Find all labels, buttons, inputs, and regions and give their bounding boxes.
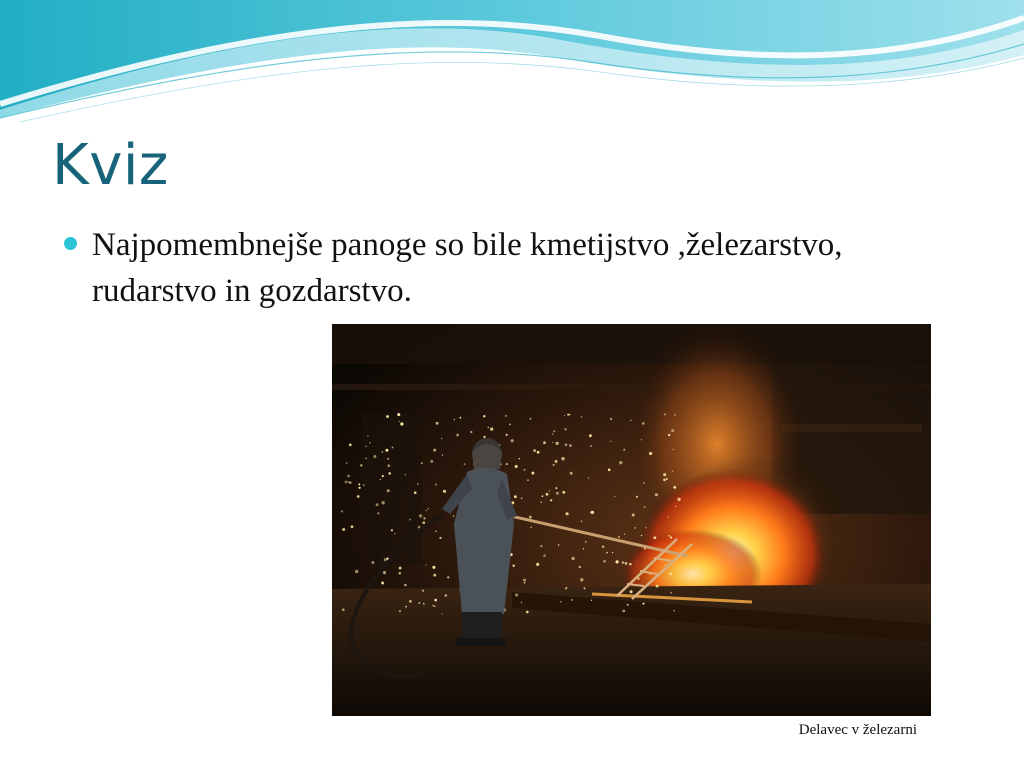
spark: [630, 590, 633, 593]
spark: [521, 498, 522, 499]
spark: [552, 433, 553, 434]
spark: [381, 501, 384, 504]
spark: [668, 516, 669, 517]
spark: [392, 447, 394, 449]
spark: [602, 546, 604, 548]
spark: [358, 487, 360, 489]
spark: [674, 414, 675, 415]
spark: [348, 481, 350, 483]
spark: [404, 584, 406, 586]
spark: [409, 519, 411, 521]
spark: [527, 479, 529, 481]
spark: [655, 493, 658, 496]
spark: [524, 469, 526, 471]
spark: [345, 481, 348, 484]
spark: [565, 588, 567, 590]
spark: [381, 451, 383, 453]
spark: [530, 527, 531, 528]
spark: [432, 605, 433, 606]
spark: [549, 490, 550, 491]
spark: [373, 455, 376, 458]
spark: [581, 416, 582, 417]
spark: [418, 526, 421, 529]
spark: [381, 582, 384, 585]
spark: [669, 572, 672, 575]
spark: [487, 427, 488, 428]
spark: [426, 510, 427, 511]
spark: [531, 472, 534, 475]
spark: [358, 483, 360, 485]
spark: [405, 606, 407, 608]
spark: [436, 422, 439, 425]
spark: [625, 562, 628, 565]
spark: [610, 418, 612, 420]
spark: [460, 417, 462, 419]
spark: [553, 430, 555, 432]
spark: [585, 541, 587, 543]
spark: [541, 495, 543, 497]
spark: [399, 567, 402, 570]
spark: [649, 452, 652, 455]
spark: [590, 445, 592, 447]
spark: [367, 435, 369, 437]
spark: [422, 590, 424, 592]
spark: [490, 427, 493, 430]
spark: [566, 512, 569, 515]
spark: [675, 506, 676, 507]
spark: [521, 602, 522, 603]
spark: [524, 582, 526, 584]
spark: [541, 502, 542, 503]
spark: [564, 428, 566, 430]
spark: [567, 413, 569, 415]
spark: [634, 527, 636, 529]
spark: [441, 613, 442, 614]
spark: [394, 533, 395, 534]
spark: [380, 479, 381, 480]
spark: [537, 451, 540, 454]
spark: [591, 600, 592, 601]
spark: [556, 492, 559, 495]
spark: [346, 462, 347, 463]
spark: [624, 534, 625, 535]
spark: [642, 603, 644, 605]
spark: [636, 496, 638, 498]
spark: [357, 495, 360, 498]
spark: [347, 475, 350, 478]
spark: [391, 529, 393, 531]
spark: [641, 535, 643, 537]
spark: [385, 449, 388, 452]
spark: [622, 561, 624, 563]
spark: [588, 477, 589, 478]
spark: [341, 510, 343, 512]
spark: [388, 472, 391, 475]
spark: [421, 462, 423, 464]
spark: [664, 564, 665, 565]
spark: [351, 525, 354, 528]
spark: [515, 593, 518, 596]
spark: [418, 602, 420, 604]
spark: [425, 564, 426, 565]
spark: [349, 482, 351, 484]
spark: [483, 436, 485, 438]
image-caption: Delavec v železarni: [798, 722, 917, 738]
spark: [456, 434, 459, 437]
spark: [581, 520, 582, 521]
slide-title: Kviz: [52, 133, 169, 198]
spark: [454, 419, 455, 420]
spark: [509, 423, 511, 425]
spark: [433, 449, 436, 452]
spark: [422, 521, 425, 524]
spark: [365, 446, 366, 447]
spark: [363, 484, 365, 486]
spark: [387, 464, 390, 467]
spark: [571, 557, 574, 560]
spark: [608, 468, 611, 471]
spark: [656, 585, 659, 588]
spark: [529, 516, 532, 519]
spark: [441, 438, 442, 439]
spark: [644, 506, 646, 508]
spark: [580, 578, 583, 581]
spark: [619, 461, 622, 464]
spark: [432, 566, 435, 569]
spark: [342, 528, 345, 531]
spark: [400, 422, 403, 425]
spark: [569, 444, 571, 446]
spark: [433, 605, 435, 607]
spark: [673, 610, 675, 612]
spark: [672, 470, 673, 471]
spark: [546, 493, 549, 496]
spark: [638, 578, 640, 580]
spark: [641, 439, 642, 440]
spark: [555, 487, 557, 489]
spark: [439, 537, 441, 539]
spark: [483, 415, 485, 417]
spark: [629, 563, 631, 565]
spark: [365, 458, 367, 460]
spark: [668, 535, 670, 537]
spark: [349, 444, 352, 447]
spark: [506, 463, 508, 465]
spark: [434, 599, 437, 602]
spark: [442, 454, 443, 455]
spark: [377, 512, 379, 514]
spark: [645, 527, 646, 528]
spark: [342, 608, 345, 611]
spark: [565, 443, 568, 446]
spark: [505, 415, 507, 417]
spark: [543, 554, 546, 557]
spark: [506, 434, 508, 436]
spark: [443, 490, 446, 493]
spark: [369, 442, 371, 444]
spark: [612, 552, 613, 553]
spark: [470, 431, 472, 433]
spark: [618, 536, 620, 538]
spark: [383, 571, 386, 574]
spark: [355, 570, 358, 573]
spark: [409, 600, 412, 603]
spark: [570, 472, 573, 475]
spark: [430, 460, 433, 463]
spark: [523, 579, 526, 582]
spark: [670, 592, 672, 594]
spark: [664, 413, 666, 415]
spark: [405, 474, 406, 475]
spark: [571, 599, 573, 601]
spark: [399, 421, 400, 422]
spark: [536, 563, 539, 566]
spark: [623, 449, 625, 451]
spark: [417, 483, 419, 485]
spark: [579, 566, 581, 568]
spark: [543, 441, 546, 444]
spark: [533, 449, 536, 452]
spark: [464, 463, 466, 465]
spark: [414, 491, 417, 494]
spark: [583, 548, 584, 549]
spark: [622, 609, 625, 612]
spark: [399, 610, 401, 612]
spark: [360, 464, 362, 466]
spark: [553, 464, 555, 466]
spark: [447, 576, 449, 578]
spark: [560, 601, 561, 602]
spark: [514, 495, 517, 498]
spark: [556, 442, 559, 445]
spark: [515, 465, 518, 468]
spark: [399, 572, 401, 574]
spark: [387, 458, 389, 460]
spark: [419, 514, 422, 517]
spark: [643, 482, 645, 484]
spark: [630, 420, 631, 421]
spark: [550, 499, 552, 501]
spark: [558, 544, 560, 546]
decorative-top-wave: [0, 0, 1024, 130]
spark: [668, 434, 670, 436]
spark: [540, 545, 542, 547]
spark: [555, 460, 558, 463]
spark: [632, 514, 635, 517]
spark: [453, 515, 454, 516]
spark: [627, 604, 629, 606]
spark: [371, 561, 374, 564]
spark: [512, 564, 514, 566]
spark: [589, 434, 592, 437]
spark: [666, 478, 668, 480]
spark: [445, 594, 448, 597]
spark: [423, 603, 425, 605]
spark: [642, 422, 645, 425]
spark: [423, 517, 425, 519]
spark: [663, 479, 666, 482]
spark: [561, 457, 564, 460]
spark: [376, 503, 379, 506]
spark: [519, 458, 520, 459]
spark: [435, 484, 437, 486]
spark: [386, 415, 389, 418]
spark: [584, 587, 586, 589]
spark: [562, 491, 565, 494]
spark: [610, 441, 612, 443]
spark: [673, 486, 676, 489]
spark: [428, 508, 429, 509]
bullet-dot-icon: [64, 237, 77, 250]
spark: [614, 496, 615, 497]
spark: [673, 449, 674, 450]
spark: [382, 475, 384, 477]
spark: [670, 536, 672, 538]
spark: [552, 442, 553, 443]
bullet-text: Najpomembnejše panoge so bile kmetijstvo ,železarstvo, rudarstvo in gozdarstvo.: [92, 227, 843, 309]
spark: [530, 418, 532, 420]
spark: [606, 552, 608, 554]
spark: [564, 415, 565, 416]
spark: [591, 511, 594, 514]
spark: [435, 530, 437, 532]
spark: [603, 560, 606, 563]
spark: [663, 473, 666, 476]
spark: [433, 574, 436, 577]
spark: [677, 498, 680, 501]
steelworker-photo: [332, 324, 931, 716]
spark: [397, 413, 400, 416]
spark: [526, 611, 529, 614]
spark: [671, 429, 674, 432]
spark: [615, 560, 618, 563]
spark: [653, 536, 656, 539]
spark: [511, 439, 514, 442]
spark: [387, 489, 390, 492]
